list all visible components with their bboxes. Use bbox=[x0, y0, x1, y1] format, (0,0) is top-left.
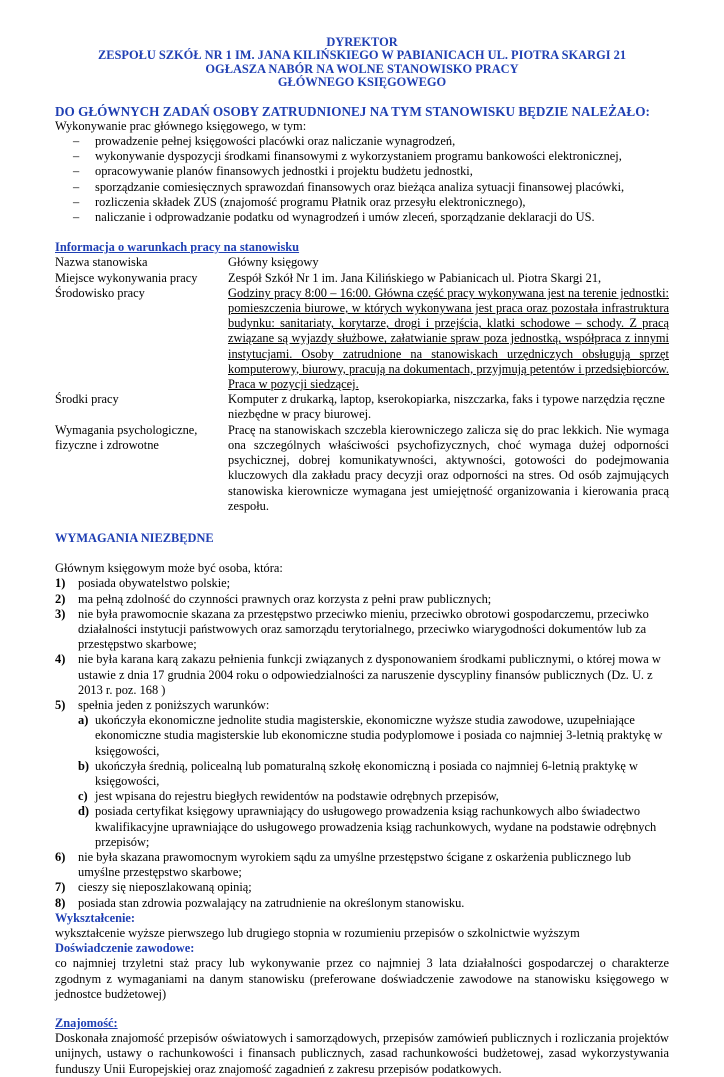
announcement-header bbox=[55, 36, 669, 90]
header-line-2: ZESPOŁU SZKÓŁ NR 1 IM. JANA KILIŃSKIEGO W PABIANICACH UL. PIOTRA SKARGI 21 bbox=[97, 48, 627, 63]
list-item: 2) ma pełną zdolność do czynności prawnych oraz korzysta z pełni praw publicznych; bbox=[55, 591, 492, 606]
list-item: – wykonywanie dyspozycji środkami finansowymi z wykorzystaniem programu bankowości elektronicznej, bbox=[73, 149, 622, 164]
education-heading: Wykształcenie: bbox=[55, 910, 136, 925]
list-item: – sporządzanie comiesięcznych sprawozdań finansowych oraz bieżąca analiza sytuacji finansowej placówki, bbox=[73, 179, 625, 194]
row-label: Środowisko pracy bbox=[55, 285, 145, 300]
row-label: Środki pracy bbox=[55, 392, 119, 407]
tasks-list bbox=[55, 134, 669, 225]
table-row bbox=[55, 392, 669, 422]
row-value: Godziny pracy 8:00 – 16:00. Główna część pracy wykonywana jest na terenie jednostki: pomieszczenia biurowe, w których wykonywana jest praca oraz pozostała infrastruktura budynku: sanitariaty, korytarze, drogi i przejścia, klatki schodowe – schody. Z pracą związane są wyjazdy służbowe, załatwianie spraw poza jednostką, współpraca z innymi instytucjami. Osoby zatrudnione na stanowiskach urzędniczych obsługują sprzęt komputerowy, biurowy, pracują na dokumentach, przyjmują petentów i przedsiębiorców. Praca w pozycji siedzącej. bbox=[228, 285, 669, 392]
list-item: 6) nie była skazana prawomocnym wyrokiem sądu za umyślne przestępstwo ścigane z oskarżenia publicznego lub umyślne przestępstwo skarbowe; bbox=[55, 849, 631, 880]
list-item: 4) nie była karana karą zakazu pełnienia funkcji związanych z dysponowaniem środkami publicznymi, o której mowa w ustawie z dnia 17 grudnia 2004 roku o odpowiedzialności za naruszenie dyscypliny finansów publicznych (Dz. U. z 2013 r. poz. 168 ) bbox=[55, 652, 661, 697]
tasks-intro: Wykonywanie prac głównego księgowego, w tym: bbox=[55, 118, 307, 133]
experience-text: co najmniej trzyletni staż pracy lub wykonywanie przez co najmniej 3 lata działalności gospodarczej o charakterze zgodnym z wymaganiami na danym stanowisku (preferowane doświadczenie zawodowe na stanowisku księgowego w jednostce budżetowej) bbox=[55, 956, 669, 1001]
header-line-4: GŁÓWNEGO KSIĘGOWEGO bbox=[277, 75, 447, 90]
row-value: Zespół Szkół Nr 1 im. Jana Kilińskiego w Pabianicach ul. Piotra Skargi 21, bbox=[228, 270, 602, 285]
list-item: 5) spełnia jeden z poniższych warunków: a) ukończyła ekonomiczne jednolite studia magisterskie, ekonomiczne wyższe studia zawodowe, uzupełniające ekonomiczne studia magisterskie lub ekonomiczne studia podyplomowe i posiada co najmniej 3-letnią praktykę w księgowości, b) ukończyła średnią, policealną lub pomaturalną szkołę ekonomiczną i posiada co najmniej 6-letnią praktykę w księgowości, c) jest wpisana do rejestru biegłych rewidentów na podstawie odrębnych przepisów, d) posiada certyfikat księgowy uprawniający do usługowego prowadzenia ksiąg rachunkowych albo świadectwo kwalifikacyjne uprawniające do usługowego prowadzenia ksiąg rachunkowych, wydane na podstawie odrębnych przepisów; bbox=[55, 698, 669, 850]
list-item: 3) nie była prawomocnie skazana za przestępstwo przeciwko mieniu, przeciwko obrotowi gospodarczemu, przeciwko działalności instytucji państwowych oraz samorządu terytorialnego, przeciwko wiarygodności dokumentów lub za przestępstwo skarbowe; bbox=[55, 606, 649, 652]
document-page bbox=[55, 36, 669, 1077]
list-item: c) jest wpisana do rejestru biegłych rewidentów na podstawie odrębnych przepisów, bbox=[78, 789, 499, 804]
requirements-intro: Głównym księgowym może być osoba, która: bbox=[55, 561, 283, 576]
row-label: Nazwa stanowiska bbox=[55, 255, 148, 270]
row-value: Pracę na stanowiskach szczebla kierowniczego zalicza się do prac lekkich. Nie wymaga ona szczególnych właściwości psychofizycznych, choć wymaga dużej odporności psychicznej, dobrej komunikatywności, aktywności, gotowości do podejmowania kluczowych dla zakładu pracy decyzji oraz odporności na stres. Od osób zajmujących stanowiska kierownicze wymagana jest umiejętność organizowania i kierowania pracą zespołu. bbox=[228, 422, 669, 513]
row-label: Wymagania psychologiczne, fizyczne i zdrowotne bbox=[55, 422, 198, 452]
list-item: d) posiada certyfikat księgowy uprawniający do usługowego prowadzenia ksiąg rachunkowych albo świadectwo kwalifikacyjne uprawniające do usługowego prowadzenia ksiąg rachunkowych, wydane na podstawie odrębnych przepisów; bbox=[78, 804, 657, 849]
knowledge-text: Doskonała znajomość przepisów oświatowych i samorządowych, przepisów zamówień publicznych i rozliczania projektów unijnych, ustawy o rachunkowości i finansach publicznych, zasad rachunkowości budżetowej, zasad wykorzystywania funduszy Unii Europejskiej oraz znajomość zagadnień z zakresu przepisów podatkowych. bbox=[55, 1031, 669, 1076]
requirements-heading: WYMAGANIA NIEZBĘDNE bbox=[55, 530, 214, 545]
row-value: Główny księgowy bbox=[228, 255, 319, 270]
experience-heading: Doświadczenie zawodowe: bbox=[55, 941, 195, 956]
list-item: – opracowywanie planów finansowych jednostki i projektu budżetu jednostki, bbox=[73, 164, 473, 179]
education-text: wykształcenie wyższe pierwszego lub drugiego stopnia w rozumieniu przepisów o szkolnictwie wyższym bbox=[55, 925, 580, 940]
conditions-table bbox=[55, 255, 669, 513]
list-item: 1) posiada obywatelstwo polskie; bbox=[55, 576, 231, 591]
header-line-1: DYREKTOR bbox=[326, 35, 398, 49]
table-row bbox=[55, 271, 669, 286]
requirements-list bbox=[55, 576, 669, 910]
list-item: b) ukończyła średnią, policealną lub pomaturalną szkołę ekonomiczną i posiada co najmniej 6-letnią praktykę w księgowości, bbox=[78, 758, 638, 788]
knowledge-heading: Znajomość: bbox=[55, 1016, 118, 1030]
list-item: 8) posiada stan zdrowia pozwalający na zatrudnienie na określonym stanowisku. bbox=[55, 895, 465, 910]
list-item: a) ukończyła ekonomiczne jednolite studia magisterskie, ekonomiczne wyższe studia zawodowe, uzupełniające ekonomiczne studia magisterskie lub ekonomiczne studia podyplomowe i posiada co najmniej 3-letnią praktykę w księgowości, bbox=[78, 713, 663, 758]
list-item: – naliczanie i odprowadzanie podatku od wynagrodzeń i umów zleceń, sporządzanie deklaracji do US. bbox=[73, 210, 595, 225]
table-row bbox=[55, 286, 669, 392]
header-line-3: OGŁASZA NABÓR NA WOLNE STANOWISKO PRACY bbox=[205, 61, 519, 76]
table-row bbox=[55, 423, 669, 514]
list-item: – rozliczenia składek ZUS (znajomość programu Płatnik oraz przesyłu elektronicznego), bbox=[73, 194, 526, 209]
conditions-sublist bbox=[78, 713, 669, 850]
row-label: Miejsce wykonywania pracy bbox=[55, 270, 198, 285]
list-item: 7) cieszy się nieposzlakowaną opinią; bbox=[55, 880, 252, 895]
conditions-heading: Informacja o warunkach pracy na stanowisku bbox=[55, 240, 300, 255]
tasks-heading: DO GŁÓWNYCH ZADAŃ OSOBY ZATRUDNIONEJ NA TYM STANOWISKU BĘDZIE NALEŻAŁO: bbox=[55, 103, 650, 119]
list-item: – prowadzenie pełnej księgowości placówki oraz naliczanie wynagrodzeń, bbox=[73, 134, 456, 149]
row-value: Komputer z drukarką, laptop, kserokopiarka, niszczarka, faks i typowe narzędzia ręczne niezbędne w pracy biurowej. bbox=[228, 392, 665, 422]
table-row bbox=[55, 255, 669, 270]
